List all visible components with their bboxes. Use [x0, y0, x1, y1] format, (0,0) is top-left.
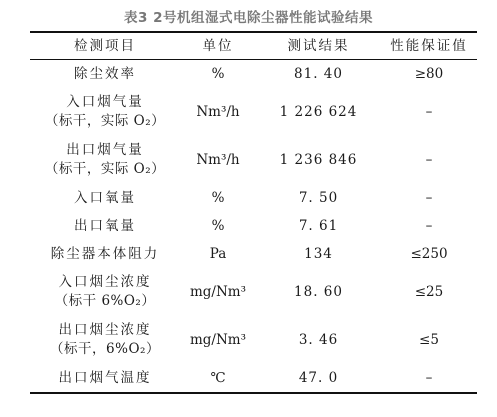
table-row [30, 136, 477, 184]
result-cell: 134 [304, 245, 333, 262]
guarantee-cell: ≤5 [419, 331, 439, 348]
unit-cell: mg/Nm³ [189, 283, 247, 300]
item-name: 入口烟气量 [66, 94, 144, 110]
table-row [30, 240, 477, 268]
guarantee-cell: – [425, 151, 433, 168]
item-name-condition: （标干，6%O₂） [50, 341, 160, 357]
table-row [30, 184, 477, 212]
item-name-condition: （标干，实际 O₂） [44, 161, 166, 177]
unit-cell: mg/Nm³ [189, 331, 247, 348]
guarantee-cell: ≤250 [410, 245, 448, 262]
item-name-cell [30, 369, 180, 388]
header-guarantee-value: 性能保证值 [390, 37, 468, 54]
result-cell: 1 236 846 [279, 151, 358, 168]
results-table [30, 31, 477, 394]
unit-cell: Nm³/h [196, 103, 240, 120]
table-row [30, 316, 477, 364]
unit-cell: ℃ [210, 369, 226, 386]
table-row [30, 60, 477, 88]
unit-cell: Nm³/h [196, 151, 240, 168]
item-name-cell [30, 245, 180, 264]
guarantee-cell: ≤25 [414, 283, 444, 300]
item-name: 除尘器本体阻力 [50, 245, 160, 262]
item-name: 出口烟尘浓度 [58, 322, 152, 338]
unit-cell: % [211, 65, 225, 82]
result-cell: 18. 60 [294, 283, 343, 300]
item-name: 出口氧量 [74, 217, 136, 234]
item-name-cell [30, 273, 180, 311]
table-row [30, 88, 477, 136]
item-name-cell [30, 217, 180, 236]
guarantee-cell: ≥80 [414, 65, 444, 82]
header-unit: 单位 [202, 37, 234, 54]
table-row [30, 268, 477, 316]
item-name-condition: （标干，实际 O₂） [44, 113, 166, 129]
item-name-cell [30, 321, 180, 359]
result-cell: 7. 61 [298, 217, 339, 234]
table-row [30, 212, 477, 240]
item-name-cell [30, 141, 180, 179]
table-row [30, 364, 477, 392]
item-name-cell [30, 93, 180, 131]
result-cell: 3. 46 [298, 331, 339, 348]
result-cell: 47. 0 [298, 369, 339, 386]
item-name: 出口烟气量 [66, 142, 144, 158]
table-header-row [30, 33, 477, 60]
header-test-item: 检测项目 [74, 37, 136, 54]
unit-cell: % [211, 217, 225, 234]
header-test-result: 测试结果 [287, 37, 350, 54]
result-cell: 1 226 624 [279, 103, 358, 120]
result-cell: 81. 40 [294, 65, 343, 82]
unit-cell: % [211, 189, 225, 206]
item-name: 入口氧量 [74, 189, 136, 206]
item-name-cell [30, 65, 180, 84]
item-name: 除尘效率 [74, 65, 136, 82]
item-name: 出口烟气温度 [58, 369, 152, 386]
guarantee-cell: – [425, 189, 433, 206]
result-cell: 7. 50 [298, 189, 339, 206]
guarantee-cell: – [425, 103, 433, 120]
guarantee-cell: – [425, 369, 433, 386]
unit-cell: Pa [209, 245, 227, 262]
guarantee-cell: – [425, 217, 433, 234]
item-name-condition: （标干 6%O₂） [54, 293, 156, 309]
item-name: 入口烟尘浓度 [58, 274, 152, 290]
item-name-cell [30, 189, 180, 208]
table-caption: 表3 2号机组湿式电除尘器性能试验结果 [124, 10, 373, 26]
